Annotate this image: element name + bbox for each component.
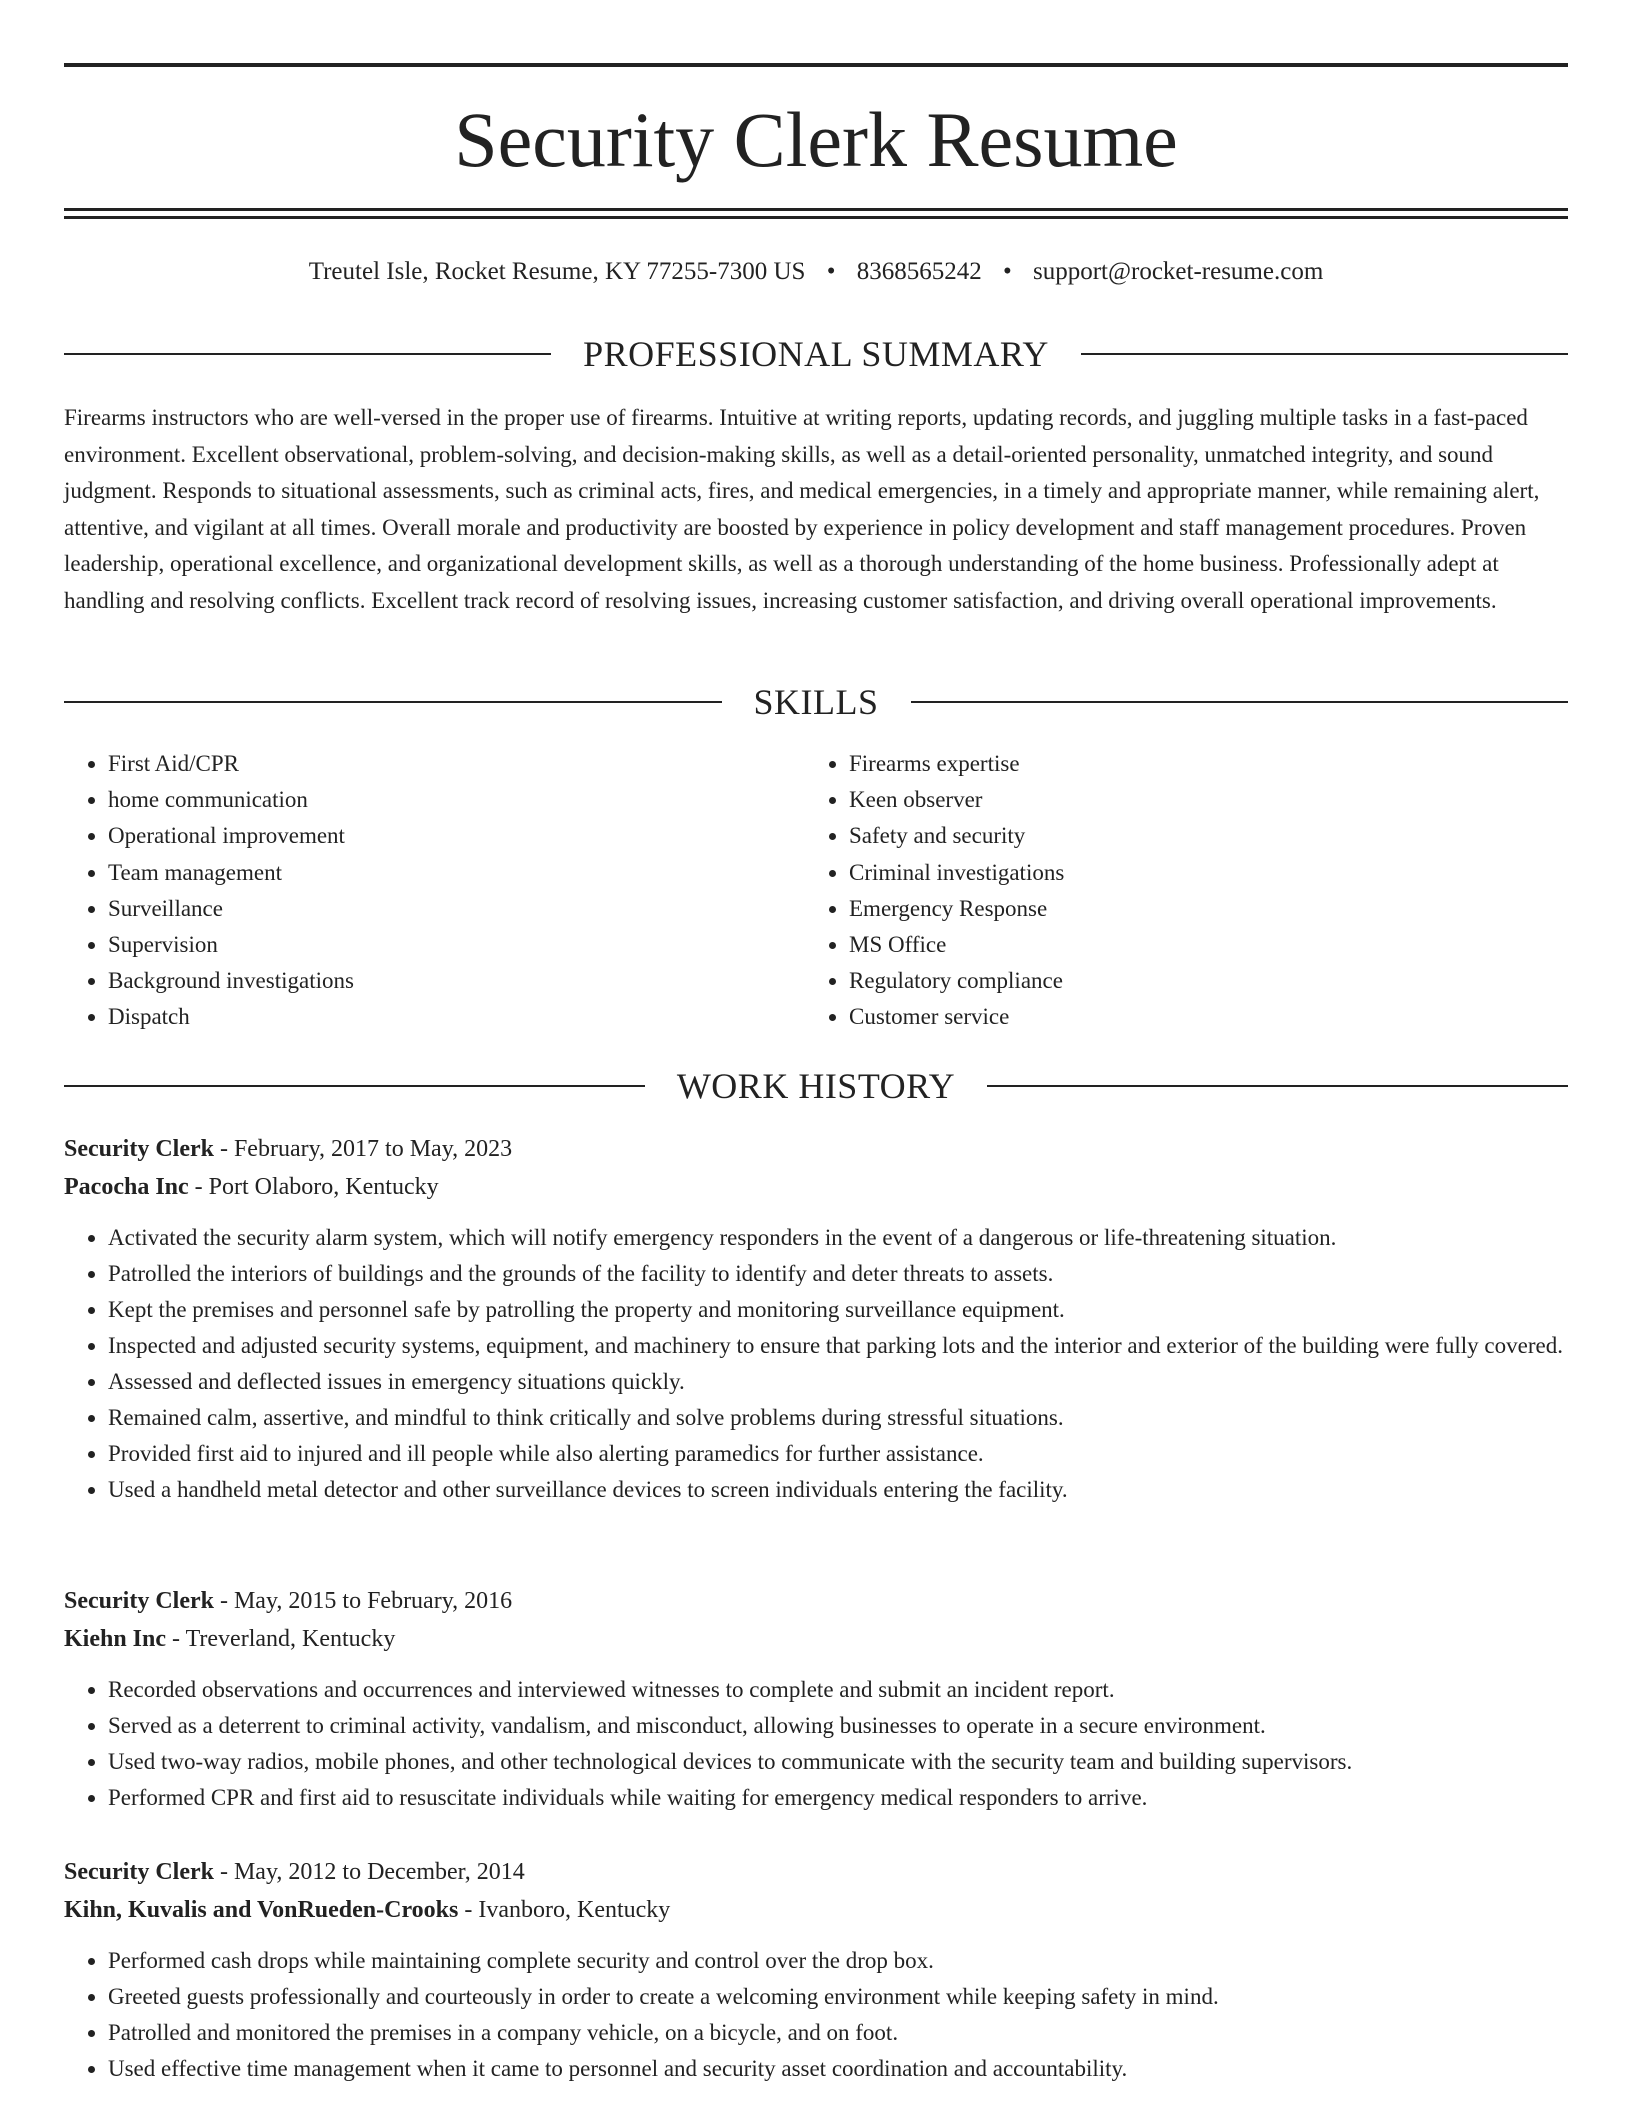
job-location: - Treverland, Kentucky — [166, 1626, 396, 1652]
skill-item: • First Aid/CPR — [108, 746, 805, 782]
skill-item: • MS Office — [849, 927, 1568, 963]
job-bullet: • Patrolled and monitored the premises in a company vehicle, on a bicycle, and on foot. — [108, 2015, 1568, 2051]
job-title-line — [64, 1853, 1568, 1891]
skills-heading-label: SKILLS — [753, 682, 879, 722]
skill-item: • Criminal investigations — [849, 855, 1568, 891]
job-company-line — [64, 1168, 1568, 1206]
contact-email: support@rocket-resume.com — [1032, 258, 1324, 285]
skill-item: • Dispatch — [108, 999, 805, 1035]
skills-heading — [64, 680, 1568, 724]
job-company-line — [64, 1891, 1568, 1929]
skill-item: • home communication — [108, 782, 805, 818]
job-bullet: • Recorded observations and occurrences and interviewed witnesses to complete and submit an incident report. — [108, 1672, 1568, 1708]
heading-rule-right — [911, 701, 1569, 703]
skill-item: • Firearms expertise — [849, 746, 1568, 782]
heading-rule-right — [1081, 353, 1568, 355]
skill-item: • Emergency Response — [849, 891, 1568, 927]
page-title: Security Clerk Resume — [454, 96, 1178, 183]
skill-item: • Customer service — [849, 999, 1568, 1035]
job-location: - Ivanboro, Kentucky — [458, 1897, 671, 1923]
skill-item: • Supervision — [108, 927, 805, 963]
contact-separator: • — [826, 258, 836, 285]
heading-rule-left — [64, 353, 551, 355]
summary-text: Firearms instructors who are well-versed in the proper use of firearms. Intuitive at writing reports, updating records, and juggling multiple tasks in a fast-paced environment. Excellent observational, problem-solving, and decision-making skills, as well as a detail-oriented personality, unmatched integrity, and sound judgment. Responds to situational assessments, such as criminal acts, fires, and medical emergencies, in a timely and appropriate manner, while remaining alert, attentive, and vigilant at all times. Overall morale and productivity are boosted by experience in policy development and staff management procedures. Proven leadership, operational excellence, and organizational development skills, as well as a thorough understanding of the home business. Professionally adept at handling and resolving conflicts. Excellent track record of resolving issues, increasing customer satisfaction, and driving overall operational improvements. — [64, 405, 1540, 613]
skill-item: • Regulatory compliance — [849, 963, 1568, 999]
job-bullet: • Kept the premises and personnel safe by patrolling the property and monitoring surveillance equipment. — [108, 1292, 1568, 1328]
title-rule-upper — [64, 208, 1568, 211]
heading-rule-left — [64, 701, 722, 703]
contact-separator: • — [1002, 258, 1012, 285]
job-company: Kiehn Inc — [64, 1626, 167, 1652]
job-title-line — [64, 1130, 1568, 1168]
job-title: Security Clerk — [64, 1859, 214, 1885]
work-heading — [64, 1064, 1568, 1108]
job-entry — [64, 1582, 1568, 1816]
skill-item: • Safety and security — [849, 818, 1568, 854]
skill-item: • Surveillance — [108, 891, 805, 927]
skill-item: • Background investigations — [108, 963, 805, 999]
heading-rule-right — [987, 1085, 1568, 1087]
job-bullet: • Used two-way radios, mobile phones, and other technological devices to communicate with the security team and building supervisors. — [108, 1744, 1568, 1780]
job-company-line — [64, 1620, 1568, 1658]
job-company: Kihn, Kuvalis and VonRueden-Crooks — [64, 1897, 459, 1923]
job-title: Security Clerk — [64, 1136, 214, 1162]
skills-list-left — [64, 746, 805, 1036]
job-bullet: • Used effective time management when it came to personnel and security asset coordination and accountability. — [108, 2051, 1568, 2087]
skills-list-right — [805, 746, 1568, 1036]
skills-column-right — [805, 746, 1568, 1036]
skill-item: • Keen observer — [849, 782, 1568, 818]
skill-item: • Team management — [108, 855, 805, 891]
heading-rule-left — [64, 1085, 645, 1087]
contact-address: Treutel Isle, Rocket Resume, KY 77255-7300 US — [308, 258, 806, 285]
top-rule — [64, 63, 1568, 67]
job-bullet: • Used a handheld metal detector and other surveillance devices to screen individuals entering the facility. — [108, 1472, 1568, 1508]
job-bullet: • Remained calm, assertive, and mindful to think critically and solve problems during stressful situations. — [108, 1400, 1568, 1436]
skills-column-left — [64, 746, 805, 1036]
job-company: Pacocha Inc — [64, 1174, 189, 1200]
contact-phone: 8368565242 — [856, 258, 982, 285]
skill-item: • Operational improvement — [108, 818, 805, 854]
job-entry — [64, 1130, 1568, 1508]
job-bullet: • Assessed and deflected issues in emergency situations quickly. — [108, 1364, 1568, 1400]
job-title: Security Clerk — [64, 1588, 214, 1614]
title-rule-lower — [64, 216, 1568, 219]
job-bullets — [64, 1672, 1568, 1816]
contact-line — [64, 254, 1568, 290]
job-bullet: • Patrolled the interiors of buildings and the grounds of the facility to identify and deter threats to assets. — [108, 1256, 1568, 1292]
job-title-line — [64, 1582, 1568, 1620]
summary-heading — [64, 332, 1568, 376]
job-bullet: • Greeted guests professionally and courteously in order to create a welcoming environment while keeping safety in mind. — [108, 1979, 1568, 2015]
summary-heading-label: PROFESSIONAL SUMMARY — [583, 334, 1049, 374]
job-dates: - May, 2015 to February, 2016 — [213, 1588, 513, 1614]
job-bullet: • Served as a deterrent to criminal activity, vandalism, and misconduct, allowing businesses to operate in a secure environment. — [108, 1708, 1568, 1744]
job-dates: - February, 2017 to May, 2023 — [213, 1136, 513, 1162]
job-dates: - May, 2012 to December, 2014 — [213, 1859, 525, 1885]
job-location: - Port Olaboro, Kentucky — [188, 1174, 439, 1200]
job-entry — [64, 1853, 1568, 2087]
work-heading-label: WORK HISTORY — [676, 1066, 956, 1106]
job-bullet: • Inspected and adjusted security systems, equipment, and machinery to ensure that parking lots and the interior and exterior of the building were fully covered. — [108, 1328, 1568, 1364]
job-bullet: • Activated the security alarm system, which will notify emergency responders in the event of a dangerous or life-threatening situation. — [108, 1220, 1568, 1256]
skills-list — [64, 746, 1568, 1036]
job-bullet: • Provided first aid to injured and ill people while also alerting paramedics for further assistance. — [108, 1436, 1568, 1472]
job-bullets — [64, 1943, 1568, 2087]
job-bullet: • Performed cash drops while maintaining complete security and control over the drop box. — [108, 1943, 1568, 1979]
job-bullet: • Performed CPR and first aid to resuscitate individuals while waiting for emergency medical responders to arrive. — [108, 1780, 1568, 1816]
job-bullets — [64, 1220, 1568, 1508]
